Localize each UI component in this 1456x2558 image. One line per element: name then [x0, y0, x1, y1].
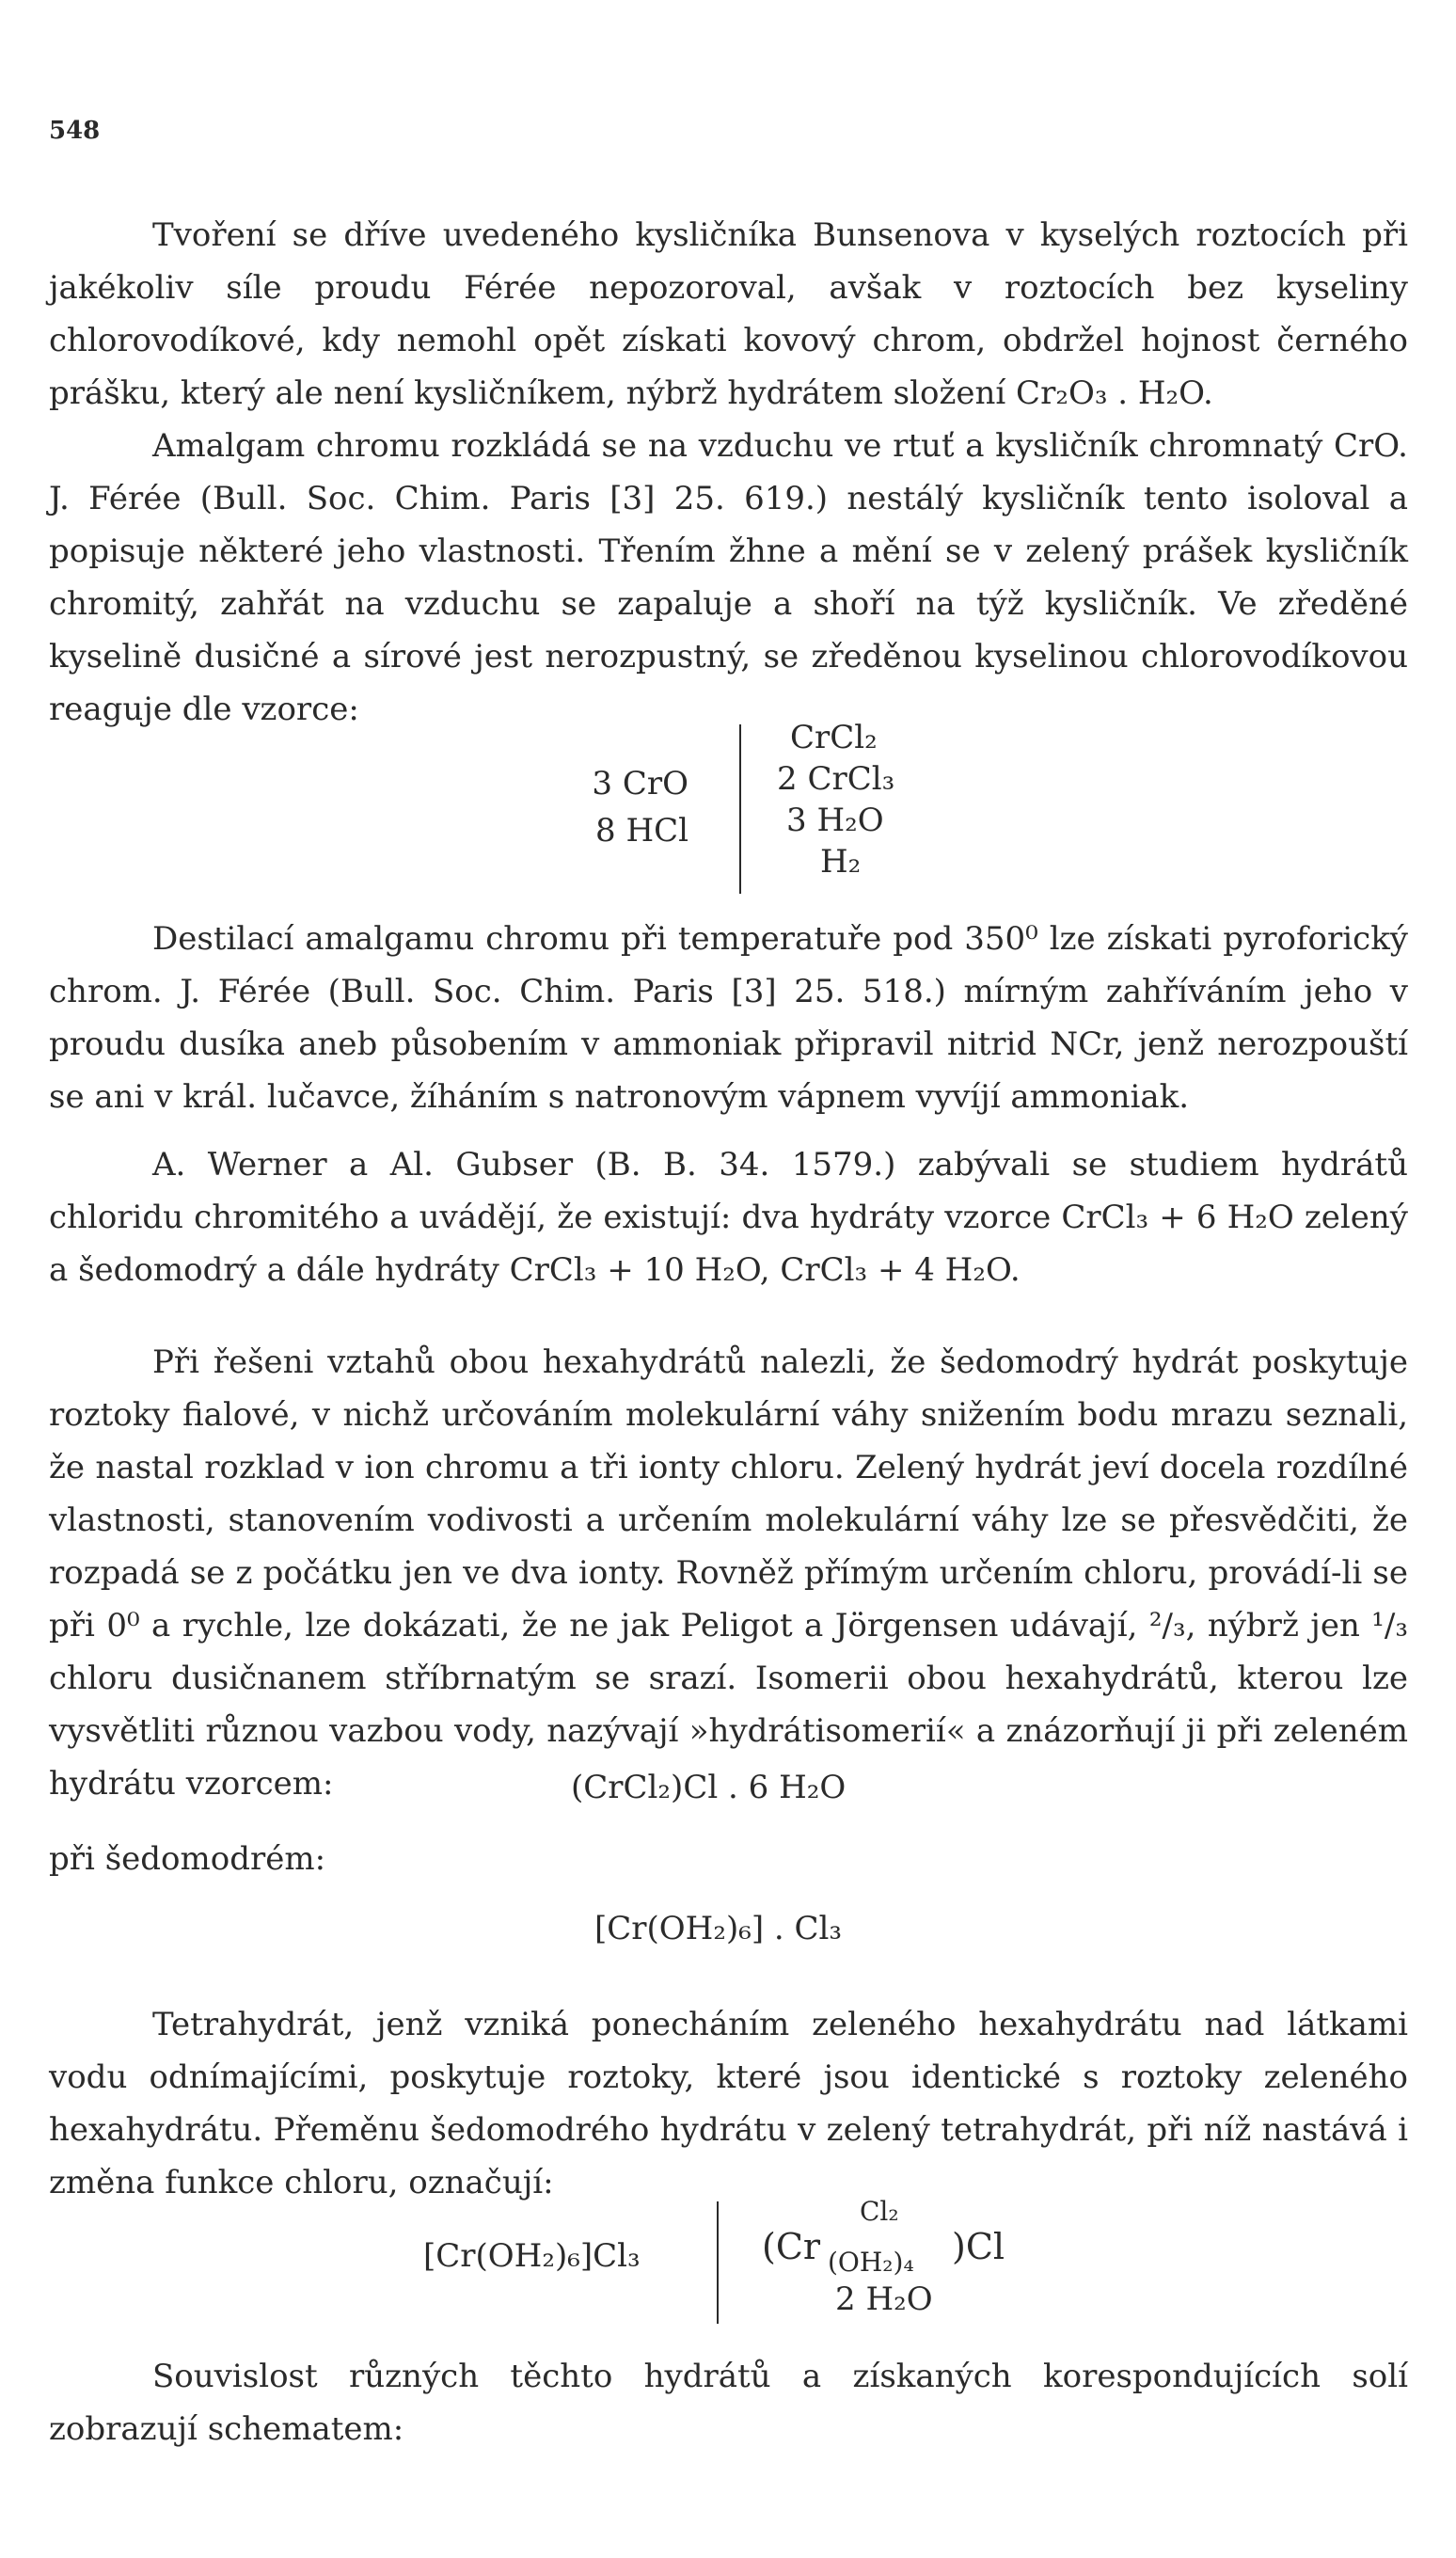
- formula-green-hydrate: (CrCl₂)Cl . 6 H₂O: [571, 1769, 847, 1806]
- paragraph-1: Tvoření se dříve uvedeného kysličníka Bunsenova v kyselých roztocích při jakékoliv síle proudu Férée nepozoroval, avšak v roztocích bez kyseliny chlorovodíkové, kdy nemohl opět získati kovový chrom, obdržel hojnost černého prášku, který ale není kysličníkem, nýbrž hydrátem složení Cr₂O₃ . H₂O.: [49, 216, 1408, 412]
- eq1-right-1: CrCl₂: [790, 719, 878, 756]
- eq1-right-2: 2 CrCl₃: [777, 760, 895, 798]
- paragraph-5: Při řešeni vztahů obou hexahydrátů nalezli, že šedomodrý hydrát poskytuje roztoky fialové, v nichž určováním molekulární váhy snižením bodu mrazu seznali, že nastal rozklad v ion chromu a tři ionty chloru. Zelený hydrát jeví docela rozdílné vlastnosti, stanovením vodivosti a určením molekulární váhy lze se přesvědčiti, že rozpadá se z počátku jen ve dva ionty. Rovněž přímým určením chloru, provádí-li se při 0⁰ a rychle, lze dokázati, že ne jak Peligot a Jörgensen udávají, ²/₃, nýbrž jen ¹/₃ chloru dusičnanem stříbrnatým se srazí. Isomerii obou hexahydrátů, kterou lze vysvětliti různou vazbou vody, nazývají »hydrátisomerií« a znázorňují ji při zeleném hydrátu vzorcem:: [49, 1343, 1408, 1803]
- equation-divider: [739, 724, 741, 894]
- paragraph-2: Amalgam chromu rozkládá se na vzduchu ve rtuť a kysličník chromnatý CrO. J. Férée (Bull. Soc. Chim. Paris [3] 25. 619.) nestálý kysličník tento isoloval a popisuje některé jeho vlastnosti. Třením žhne a mění se v zelený prášek kysličník chromitý, zahřát na vzduchu se zapaluje a shoří na týž kysličník. Ve zředěné kyselině dusičné a sírové jest nerozpustný, se zředěnou kyselinou chlorovodíkovou reaguje dle vzorce:: [49, 427, 1408, 728]
- paragraph-6: Tetrahydrát, jenž vzniká ponecháním zeleného hexahydrátu nad látkami vodu odnímajícími, poskytuje roztoky, které jsou identické s roztoky zeleného hexahydrátu. Přeměnu šedomodrého hydrátu v zelený tetrahydrát, při níž nastává i změna funkce chloru, označují:: [49, 2006, 1408, 2201]
- paragraph-3: Destilací amalgamu chromu při temperatuře pod 350⁰ lze získati pyroforický chrom. J. Férée (Bull. Soc. Chim. Paris [3] 25. 518.) mírným zahříváním jeho v proudu dusíka aneb působením v ammoniak připravil nitrid NCr, jenž nerozpouští se ani v král. lučavce, žíháním s natronovým vápnem vyvíjí ammoniak.: [49, 920, 1408, 1116]
- eq1-left-1: 3 CrO: [592, 765, 688, 802]
- eq2-right-tail: )Cl: [952, 2226, 1005, 2267]
- eq2-right-main: (Cr: [762, 2226, 821, 2267]
- eq2-right-sub: (OH₂)₄: [828, 2247, 914, 2278]
- eq1-left-2: 8 HCl: [595, 812, 688, 850]
- eq1-right-3: 3 H₂O: [786, 802, 884, 839]
- page-number: 548: [49, 117, 101, 145]
- eq1-right-4: H₂: [820, 843, 862, 881]
- equation-divider-2: [717, 2201, 719, 2324]
- paragraph-4: A. Werner a Al. Gubser (B. B. 34. 1579.) zabývali se studiem hydrátů chloridu chromitého a uvádějí, že existují: dva hydráty vzorce CrCl₃ + 6 H₂O zelený a šedomodrý a dále hydráty CrCl₃ + 10 H₂O, CrCl₃ + 4 H₂O.: [49, 1146, 1408, 1289]
- eq2-right-below: 2 H₂O: [835, 2280, 933, 2318]
- eq2-right-sup: Cl₂: [860, 2196, 899, 2227]
- label-grey-hydrate: při šedomodrém:: [49, 1840, 326, 1878]
- paragraph-7: Souvislost různých těchto hydrátů a získaných korespondujících solí zobrazují schematem:: [49, 2358, 1408, 2448]
- eq2-left: [Cr(OH₂)₆]Cl₃: [423, 2237, 641, 2275]
- formula-grey-hydrate: [Cr(OH₂)₆] . Cl₃: [594, 1910, 843, 1947]
